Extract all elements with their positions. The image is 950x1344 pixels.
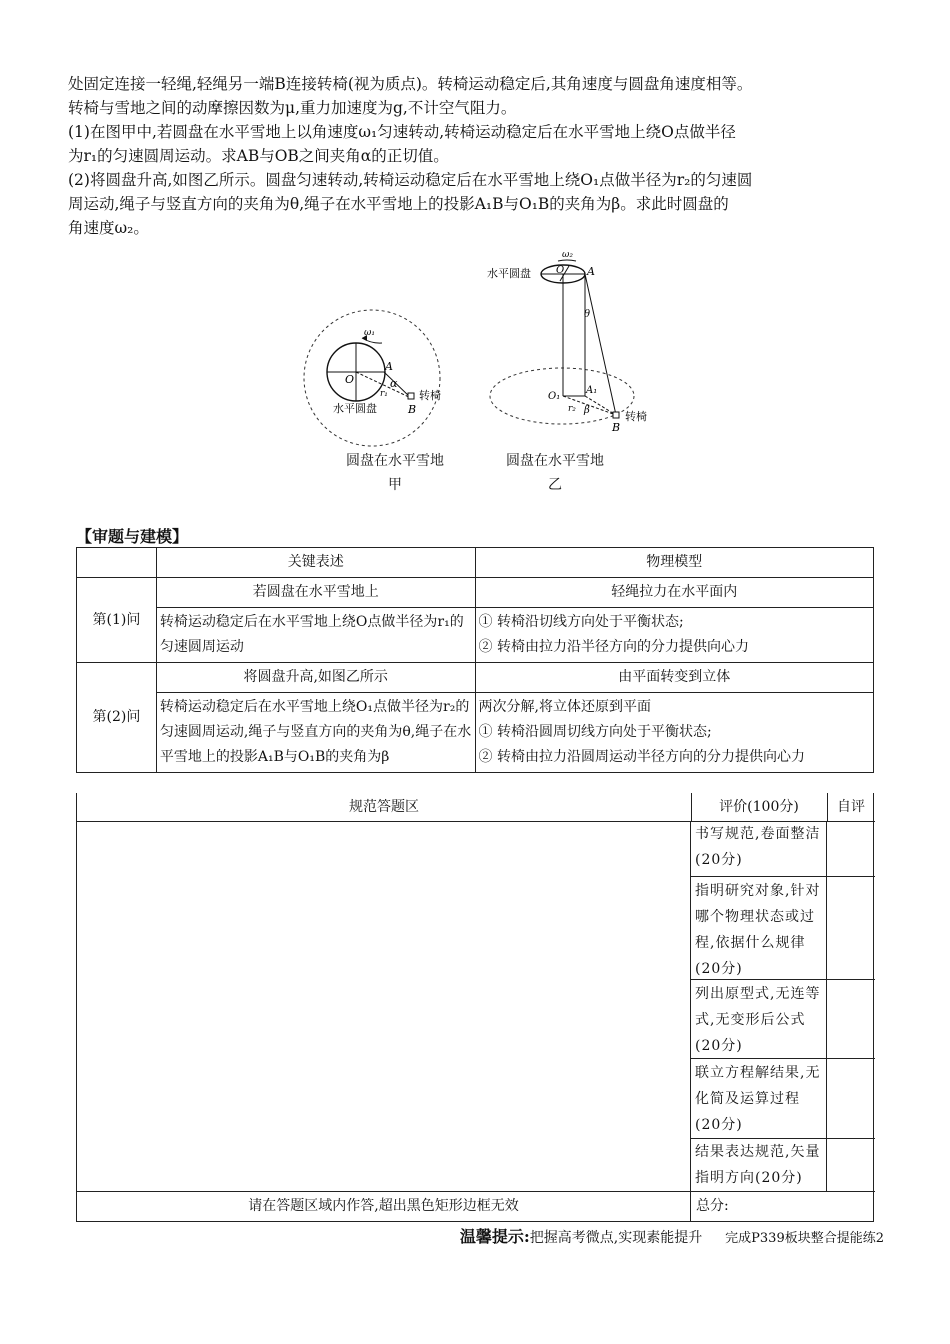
point-a1-label: A₁ <box>586 385 598 396</box>
section-title: 【审题与建模】 <box>76 527 189 546</box>
omega2-label: ω₂ <box>562 250 573 260</box>
key-statement: 若圆盘在水平雪地上 <box>156 578 475 608</box>
criterion: 指明研究对象,针对哪个物理状态或过程,依据什么规律(20分) <box>691 877 827 980</box>
key-statement: 将圆盘升高,如图乙所示 <box>156 663 475 693</box>
tip-reference: 完成P339板块整合提能练2 <box>725 1231 884 1246</box>
row-label: 第(2)问 <box>77 663 157 773</box>
disk-label: 水平圆盘 <box>333 402 377 415</box>
model-line: 两次分解,将立体还原到平面 <box>478 699 651 715</box>
col-header: 物理模型 <box>475 548 873 578</box>
model-line: ① 转椅沿圆周切线方向处于平衡状态; <box>478 724 712 740</box>
chair-label: 转椅 <box>625 410 647 423</box>
chair-label: 转椅 <box>419 389 441 402</box>
answer-header: 规范答题区 <box>77 793 692 822</box>
omega1-label: ω₁ <box>364 328 375 338</box>
theta-label: θ <box>584 309 591 320</box>
point-a-label: A <box>587 265 595 278</box>
corner-cell <box>77 548 157 578</box>
warm-tip <box>460 1224 884 1247</box>
problem-text <box>68 72 888 240</box>
figure-b-diagram <box>480 245 660 440</box>
figure-b-caption <box>490 450 620 494</box>
physics-model <box>475 608 873 663</box>
point-b-label: B <box>408 403 417 416</box>
question-2-line: (2)将圆盘升高,如图乙所示。圆盘匀速转动,转椅运动稳定后在水平雪地上绕O₁点做半径为r₂的匀速圆 <box>68 171 753 189</box>
caption-tag: 乙 <box>548 477 562 493</box>
key-statement: 转椅运动稳定后在水平雪地上绕O点做半径为r₁的匀速圆周运动 <box>156 608 475 663</box>
tip-text: 把握高考微点,实现素能提升 <box>529 1230 703 1246</box>
disk-label: 水平圆盘 <box>487 267 531 280</box>
question-2-line: 周运动,绳子与竖直方向的夹角为θ,绳子在水平雪地上的投影A₁B与O₁B的夹角为β。求此时圆盘的 <box>68 195 729 213</box>
beta-label: β <box>584 405 590 416</box>
key-statement: 转椅运动稳定后在水平雪地上绕O₁点做半径为r₂的匀速圆周运动,绳子与竖直方向的夹角为θ,绳子在水平雪地上的投影A₁B与O₁B的夹角为β <box>156 693 475 773</box>
caption-tag: 甲 <box>388 477 402 493</box>
alpha-label: α <box>390 377 398 390</box>
self-eval-header: 自评 <box>827 793 875 822</box>
criterion: 列出原型式,无连等式,无变形后公式(20分) <box>691 980 827 1059</box>
self-score-cell[interactable] <box>827 980 875 1059</box>
self-score-cell[interactable] <box>827 1059 875 1139</box>
point-o-label: O <box>556 265 565 276</box>
col-header: 关键表述 <box>156 548 475 578</box>
question-2-line: 角速度ω₂。 <box>68 219 149 237</box>
question-1-line: (1)在图甲中,若圆盘在水平雪地上以角速度ω₁匀速转动,转椅运动稳定后在水平雪地上绕O点做半径 <box>68 123 736 141</box>
point-o1-label: O₁ <box>548 391 561 402</box>
chair-square <box>408 393 414 399</box>
figure-a-caption <box>330 450 460 494</box>
criterion: 结果表达规范,矢量指明方向(20分) <box>691 1139 827 1191</box>
caption-text: 圆盘在水平雪地 <box>506 453 604 469</box>
figure-a-diagram <box>290 305 470 450</box>
criterion: 联立方程解结果,无化简及运算过程(20分) <box>691 1059 827 1139</box>
analysis-table <box>76 547 874 773</box>
model-line: ② 转椅由拉力沿半径方向的分力提供向心力 <box>478 639 749 655</box>
r1-label: r₁ <box>380 389 388 399</box>
answer-footer-note: 请在答题区域内作答,超出黑色矩形边框无效 <box>77 1191 691 1221</box>
problem-line: 处固定连接一轻绳,轻绳另一端B连接转椅(视为质点)。转椅运动稳定后,其角速度与圆盘角速度相等。 <box>68 75 753 93</box>
point-a-label: A <box>385 360 393 373</box>
criterion: 书写规范,卷面整洁(20分) <box>691 821 827 877</box>
ground-circle <box>490 368 634 424</box>
question-1-line: 为r₁的匀速圆周运动。求AB与OB之间夹角α的正切值。 <box>68 147 449 165</box>
self-score-cell[interactable] <box>827 1139 875 1191</box>
answer-writing-space[interactable] <box>77 821 691 1191</box>
rotation-arrow-icon <box>558 260 576 261</box>
problem-line: 转椅与雪地之间的动摩擦因数为μ,重力加速度为g,不计空气阻力。 <box>68 99 517 117</box>
model-line: ② 转椅由拉力沿圆周运动半径方向的分力提供向心力 <box>478 749 805 765</box>
physics-model: 轻绳拉力在水平面内 <box>475 578 873 608</box>
self-score-cell[interactable] <box>827 821 875 877</box>
point-o-label: O <box>345 373 355 386</box>
physics-model: 由平面转变到立体 <box>475 663 873 693</box>
physics-model <box>475 693 873 773</box>
row-label: 第(1)问 <box>77 578 157 663</box>
evaluation-header: 评价(100分) <box>691 793 828 822</box>
total-score: 总分: <box>691 1191 875 1221</box>
self-score-cell[interactable] <box>827 877 875 980</box>
caption-text: 圆盘在水平雪地 <box>346 453 444 469</box>
model-line: ① 转椅沿切线方向处于平衡状态; <box>478 614 684 630</box>
point-b-label: B <box>612 421 621 434</box>
r2-label: r₂ <box>568 404 576 414</box>
chair-square <box>613 412 619 418</box>
tip-label: 温馨提示: <box>459 1227 530 1246</box>
answer-area <box>76 793 874 1222</box>
